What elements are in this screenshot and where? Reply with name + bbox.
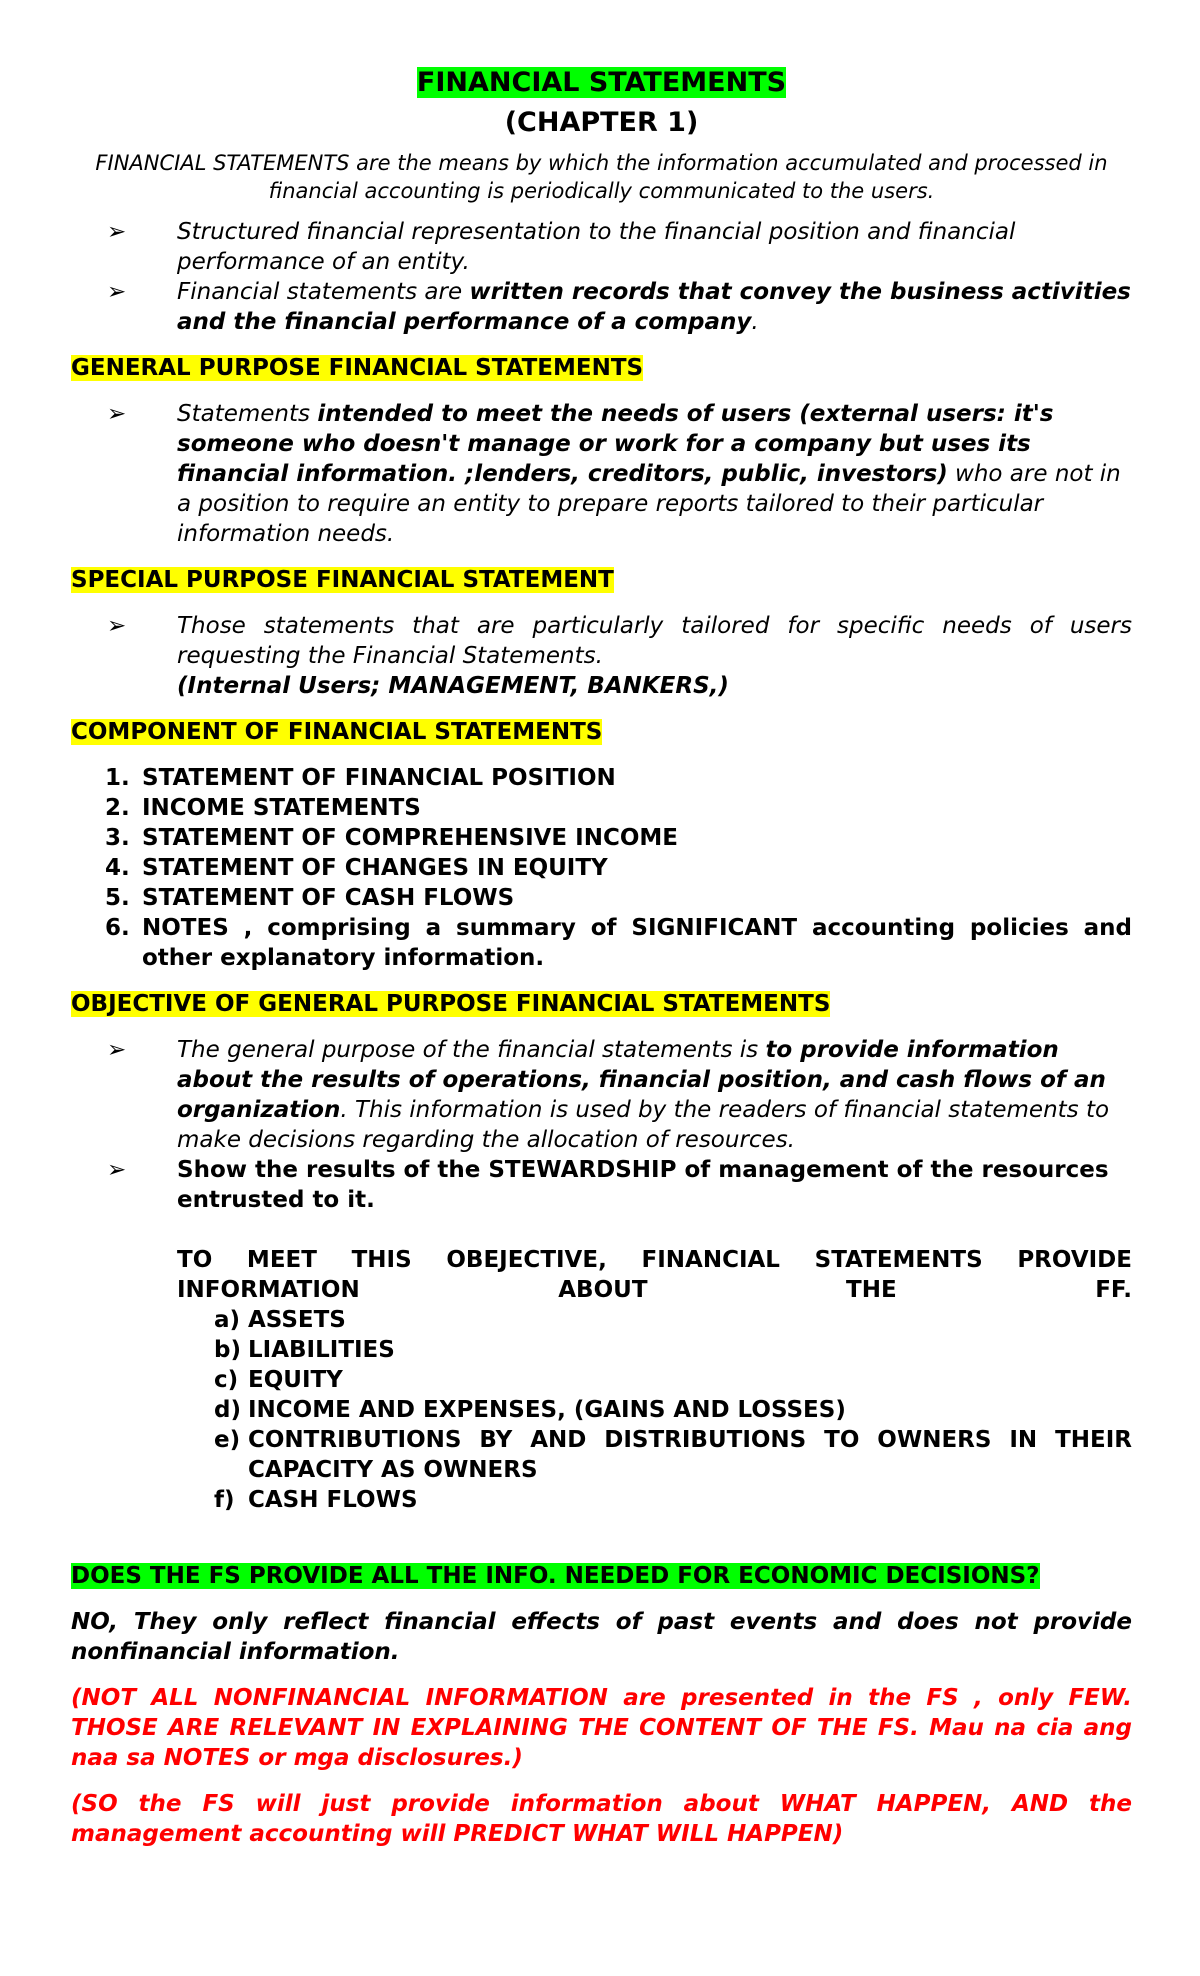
item-letter: e) <box>214 1427 241 1453</box>
section-heading-objective <box>71 989 1132 1019</box>
list-item <box>71 853 1132 883</box>
item-text: STATEMENT OF CHANGES IN EQUITY <box>142 855 608 881</box>
special-bullet-list <box>71 611 1132 701</box>
item-number: 3. <box>105 825 130 851</box>
heading-text: DOES THE FS PROVIDE ALL THE INFO. NEEDED FOR ECONOMIC DECISIONS? <box>71 1563 1040 1589</box>
answer-paragraph: NO, They only reflect financial effects of past events and does not provide nonfinancial information. <box>71 1609 1132 1665</box>
heading-text: COMPONENT OF FINANCIAL STATEMENTS <box>71 719 603 745</box>
bullet-bold-text: to provide information about the results of operations, financial position, and cash flows of an organization <box>177 1037 1106 1123</box>
arrow-bullet-icon: ➢ <box>107 1037 127 1063</box>
intro-bullet-list <box>71 217 1132 337</box>
list-item <box>71 1335 1132 1365</box>
section-heading-general <box>71 353 1132 383</box>
list-item <box>71 1395 1132 1425</box>
list-item <box>71 823 1132 853</box>
objective-bullet-list <box>71 1035 1132 1305</box>
general-bullet-list <box>71 399 1132 549</box>
item-text: NOTES , comprising a summary of SIGNIFICANT accounting policies and other explanatory information. <box>142 915 1132 971</box>
item-number: 4. <box>105 855 130 881</box>
list-item <box>71 1485 1132 1515</box>
item-number: 6. <box>105 915 130 941</box>
bullet-text: who are not in a position to require an entity to prepare reports tailored to their particular information needs. <box>177 461 1121 547</box>
list-item <box>71 1155 1132 1305</box>
arrow-bullet-icon: ➢ <box>107 219 127 245</box>
components-list <box>71 763 1132 973</box>
bullet-text: Structured financial representation to the financial position and financial performance of an entity. <box>177 219 1016 275</box>
internal-users-text: (Internal Users; MANAGEMENT, BANKERS,) <box>177 673 729 699</box>
item-number: 1. <box>105 765 130 791</box>
intro-paragraph: FINANCIAL STATEMENTS are the means by which the information accumulated and processed in financial accounting is periodically communicated to the users. <box>95 151 1108 203</box>
item-text: ASSETS <box>248 1307 346 1333</box>
item-text: CONTRIBUTIONS BY AND DISTRIBUTIONS TO OWNERS IN THEIR CAPACITY AS OWNERS <box>248 1427 1132 1483</box>
list-item <box>71 611 1132 701</box>
document-title <box>71 66 1132 100</box>
bullet-bold-text: intended to meet the needs of users (external users: it's someone who doesn't manage or work for a company but uses its financial information. ;lenders, creditors, public, investors) <box>177 401 1054 487</box>
arrow-bullet-icon: ➢ <box>107 279 127 305</box>
section-heading-special <box>71 565 1132 595</box>
spacer <box>177 1215 1132 1245</box>
list-item <box>71 883 1132 913</box>
list-item <box>71 913 1132 973</box>
bullet-bold-text: written records that convey the business activities and the financial performance of a company <box>177 279 1131 335</box>
item-text: INCOME AND EXPENSES, (GAINS AND LOSSES) <box>248 1397 846 1423</box>
item-number: 5. <box>105 885 130 911</box>
arrow-bullet-icon: ➢ <box>107 613 127 639</box>
heading-text: GENERAL PURPOSE FINANCIAL STATEMENTS <box>71 355 644 381</box>
item-text: STATEMENT OF COMPREHENSIVE INCOME <box>142 825 678 851</box>
list-item <box>71 277 1132 337</box>
item-number: 2. <box>105 795 130 821</box>
item-letter: c) <box>214 1367 239 1393</box>
bullet-text: Show the results of the STEWARDSHIP of management of the resources entrusted to it. <box>177 1157 1109 1213</box>
list-item <box>71 1035 1132 1155</box>
bullet-text: . This information is used by the readers of financial statements to make decisions regarding the allocation of resources. <box>177 1097 1110 1153</box>
title-text: FINANCIAL STATEMENTS <box>416 67 787 98</box>
item-text: INCOME STATEMENTS <box>142 795 421 821</box>
item-text: CASH FLOWS <box>248 1487 418 1513</box>
bullet-text: Financial statements are <box>177 279 470 305</box>
item-letter: f) <box>214 1487 235 1513</box>
meet-objective-text: TO MEET THIS OBEJECTIVE, FINANCIAL STATEMENTS PROVIDE INFORMATION ABOUT THE FF. <box>177 1247 1132 1303</box>
bullet-text: . <box>751 309 759 335</box>
note-paragraph-2: (SO the FS will just provide information about WHAT HAPPEN, AND the management accounting will PREDICT WHAT WILL HAPPEN) <box>71 1791 1132 1847</box>
item-text: STATEMENT OF CASH FLOWS <box>142 885 515 911</box>
arrow-bullet-icon: ➢ <box>107 1157 127 1183</box>
list-item <box>71 1305 1132 1335</box>
arrow-bullet-icon: ➢ <box>107 401 127 427</box>
item-letter: d) <box>214 1397 241 1423</box>
list-item <box>71 1425 1132 1485</box>
chapter-label: (CHAPTER 1) <box>504 107 699 138</box>
bullet-text: Statements <box>177 401 318 427</box>
list-item <box>71 217 1132 277</box>
list-item <box>71 1365 1132 1395</box>
list-item <box>71 763 1132 793</box>
item-text: EQUITY <box>248 1367 343 1393</box>
list-item <box>71 793 1132 823</box>
ff-info-list <box>71 1305 1132 1515</box>
section-heading-components <box>71 717 1132 747</box>
item-letter: a) <box>214 1307 241 1333</box>
item-letter: b) <box>214 1337 241 1363</box>
note-paragraph-1: (NOT ALL NONFINANCIAL INFORMATION are presented in the FS , only FEW. THOSE ARE RELEVANT IN EXPLAINING THE CONTENT OF THE FS. Mau na cia ang naa sa NOTES or mga disclosures.) <box>71 1685 1132 1771</box>
question-heading <box>71 1561 1132 1591</box>
heading-text: OBJECTIVE OF GENERAL PURPOSE FINANCIAL STATEMENTS <box>71 991 831 1017</box>
heading-text: SPECIAL PURPOSE FINANCIAL STATEMENT <box>71 567 614 593</box>
bullet-text: The general purpose of the financial statements is <box>177 1037 766 1063</box>
item-text: LIABILITIES <box>248 1337 395 1363</box>
item-text: STATEMENT OF FINANCIAL POSITION <box>142 765 616 791</box>
list-item <box>71 399 1132 549</box>
bullet-text: Those statements that are particularly tailored for specific needs of users requesting the Financial Statements. <box>177 613 1132 669</box>
spacer <box>71 1515 1132 1561</box>
